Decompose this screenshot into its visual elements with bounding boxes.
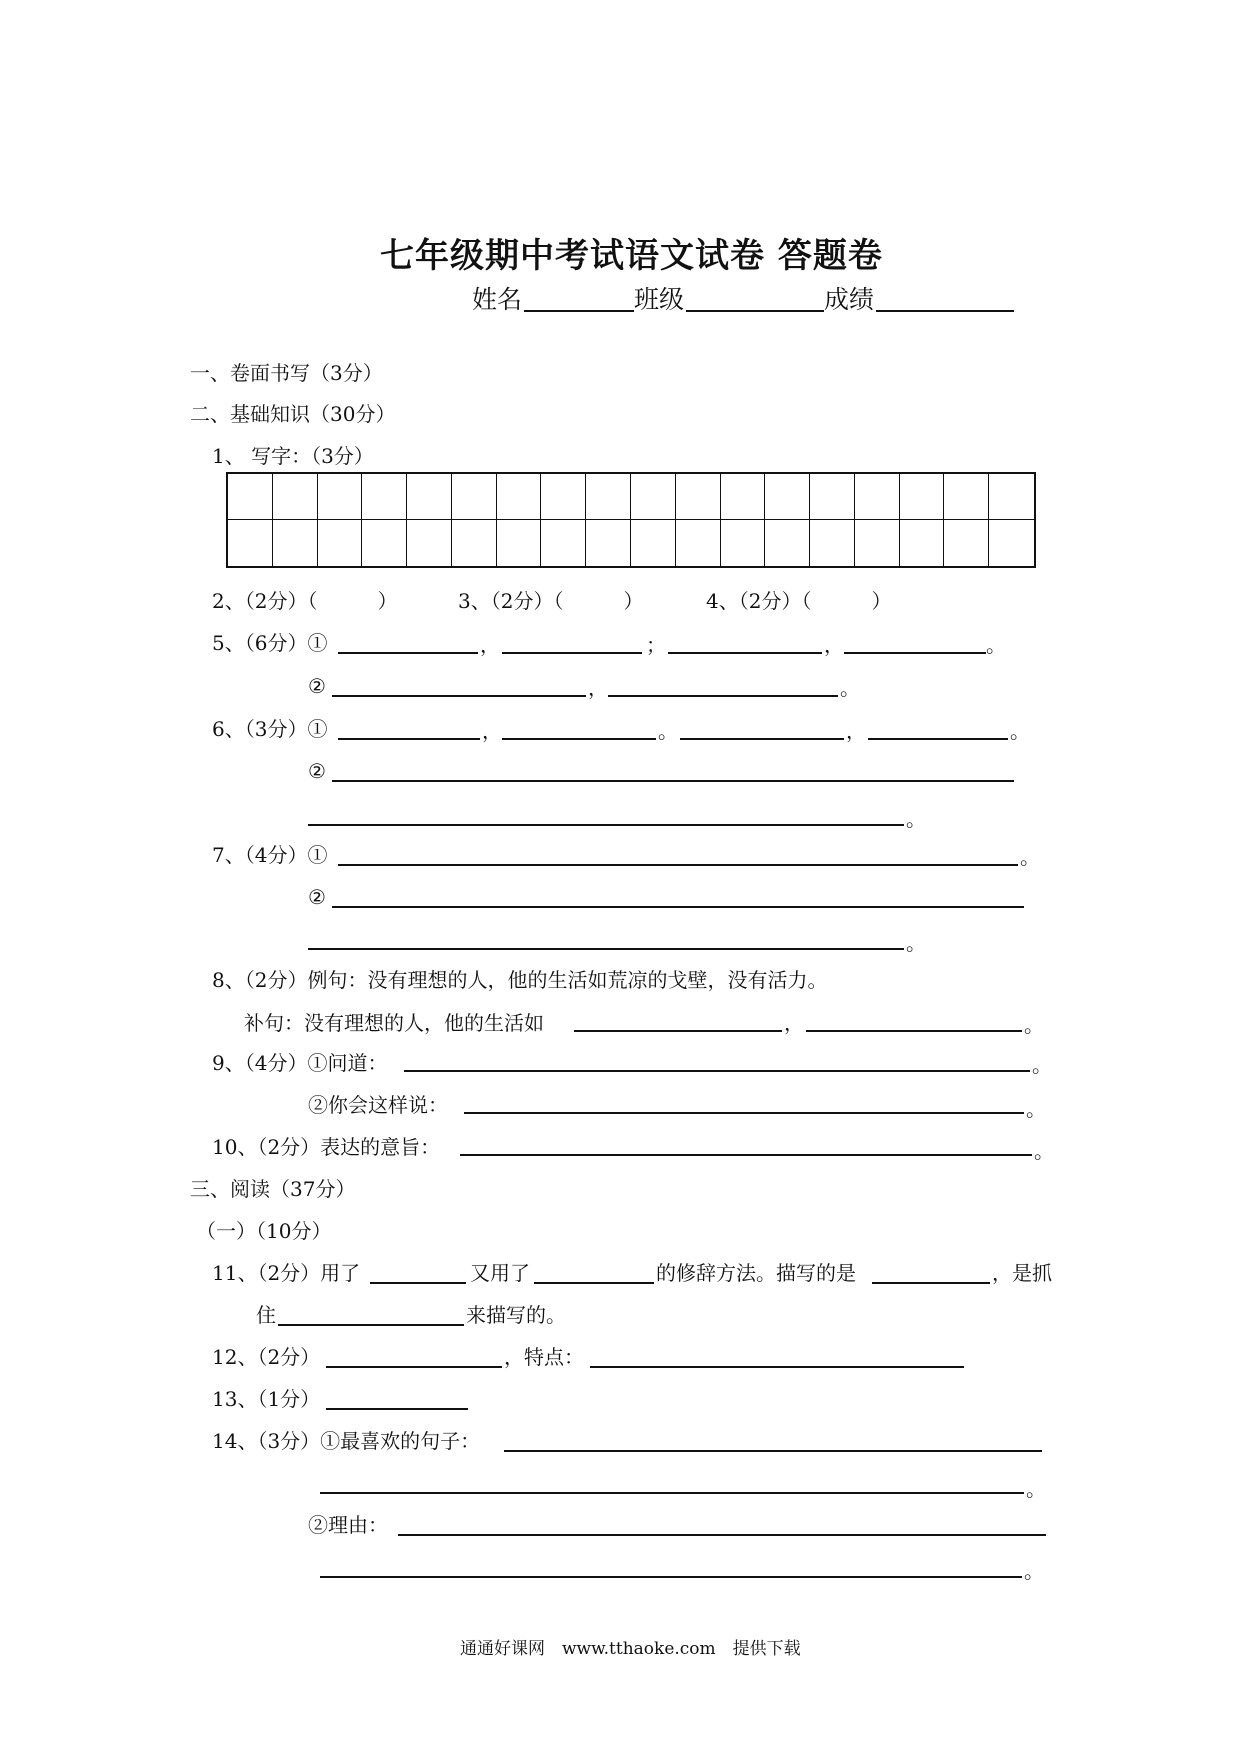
q2-label[interactable]: 2、（2分）（ ） (212, 589, 398, 613)
q11-text-2: 又用了 (470, 1261, 530, 1285)
q12-blank-2[interactable] (590, 1366, 964, 1368)
q5-blank-3[interactable] (668, 652, 822, 654)
punct: 。 (1032, 1053, 1052, 1077)
class-field[interactable] (686, 310, 824, 312)
punct: 。 (1024, 1013, 1044, 1037)
punct: ； (646, 633, 666, 657)
punct: 。 (658, 719, 678, 743)
punct: ， (784, 1011, 804, 1035)
q11-text-5: 住 (256, 1303, 276, 1327)
punct: ， (588, 676, 608, 700)
q6-blank-6[interactable] (308, 824, 904, 826)
q9-sub2-label: ②你会这样说： (308, 1093, 448, 1117)
q4-label[interactable]: 4、（2分）（ ） (706, 589, 892, 613)
q5-label: 5、（6分）① (212, 631, 328, 655)
q3-label[interactable]: 3、（2分）（ ） (458, 589, 644, 613)
name-label: 姓名 (472, 285, 523, 314)
punct: 。 (1034, 1139, 1054, 1163)
punct: 。 (1010, 719, 1030, 743)
q11-blank-4[interactable] (278, 1324, 464, 1326)
punct: 。 (1024, 1559, 1044, 1583)
q5-sub2: ② (308, 674, 326, 698)
q8-blank-2[interactable] (806, 1030, 1022, 1032)
q5-blank-4[interactable] (844, 652, 986, 654)
q6-blank-1[interactable] (338, 738, 480, 740)
q7-sub2: ② (308, 885, 326, 909)
q13-blank[interactable] (326, 1408, 468, 1410)
q11-blank-3[interactable] (872, 1282, 990, 1284)
q12-blank-1[interactable] (326, 1366, 502, 1368)
reading-part-1: （一）（10分） (196, 1219, 332, 1243)
q9-label: 9、（4分）①问道： (212, 1051, 388, 1075)
q8-blank-1[interactable] (574, 1030, 782, 1032)
q5-blank-2[interactable] (502, 652, 642, 654)
q11-blank-1[interactable] (370, 1282, 466, 1284)
punct: 。 (1020, 845, 1040, 869)
punct: 。 (986, 633, 1006, 657)
footer-credit: 通通好课网 www.tthaoke.com 提供下载 (460, 1639, 801, 1659)
punct: 。 (840, 676, 860, 700)
section-basics: 二、基础知识（30分） (190, 402, 396, 426)
punct: 。 (906, 807, 926, 831)
score-field[interactable] (876, 310, 1014, 312)
q7-label: 7、（4分）① (212, 843, 328, 867)
q10-blank[interactable] (460, 1154, 1032, 1156)
q11-blank-2[interactable] (534, 1282, 654, 1284)
punct: ， (482, 719, 502, 743)
score-label: 成绩 (824, 285, 875, 314)
q7-blank-2[interactable] (332, 906, 1024, 908)
q14-blank-2[interactable] (320, 1492, 1024, 1494)
punct: 。 (906, 931, 926, 955)
punct: 。 (1026, 1097, 1046, 1121)
section-reading: 三、阅读（37分） (190, 1177, 356, 1201)
q5-blank-6[interactable] (608, 695, 838, 697)
q13-label: 13、（1分） (212, 1387, 321, 1411)
q7-blank-1[interactable] (338, 864, 1018, 866)
q6-label: 6、（3分）① (212, 717, 328, 741)
punct: 。 (1026, 1477, 1046, 1501)
class-label: 班级 (634, 285, 685, 314)
q6-sub2: ② (308, 759, 326, 783)
q6-blank-2[interactable] (502, 738, 656, 740)
q11-text-4: ，是抓 (992, 1261, 1052, 1285)
q8-example: 8、（2分）例句：没有理想的人，他的生活如荒凉的戈壁，没有活力。 (212, 968, 828, 992)
page-title: 七年级期中考试语文试卷 答题卷 (380, 236, 883, 276)
q5-blank-5[interactable] (332, 695, 586, 697)
q11-label: 11、（2分）用了 (212, 1261, 361, 1285)
q6-blank-4[interactable] (868, 738, 1008, 740)
q14-blank-4[interactable] (320, 1576, 1022, 1578)
q14-blank-1[interactable] (504, 1450, 1042, 1452)
q6-blank-3[interactable] (680, 738, 844, 740)
q7-blank-3[interactable] (308, 948, 904, 950)
q11-text-6: 来描写的。 (466, 1303, 566, 1327)
q1-label: 1、 写字：（3分） (212, 444, 374, 468)
q14-blank-3[interactable] (398, 1534, 1046, 1536)
q8-fill-label: 补句：没有理想的人，他的生活如 (244, 1011, 544, 1035)
q10-label: 10、（2分）表达的意旨： (212, 1135, 441, 1159)
section-handwriting: 一、卷面书写（3分） (190, 361, 383, 385)
q11-text-3: 的修辞方法。描写的是 (656, 1261, 856, 1285)
q5-blank-1[interactable] (338, 652, 478, 654)
q9-blank-1[interactable] (404, 1070, 1030, 1072)
punct: ， (480, 633, 500, 657)
punct: ， (846, 719, 866, 743)
punct: ， (824, 633, 844, 657)
q9-blank-2[interactable] (464, 1112, 1024, 1114)
q14-sub2-label: ②理由： (308, 1513, 388, 1537)
name-field[interactable] (524, 310, 634, 312)
q6-blank-5[interactable] (332, 780, 1014, 782)
q12-text-2: ，特点： (504, 1345, 584, 1369)
q12-label: 12、（2分） (212, 1345, 321, 1369)
writing-grid[interactable] (226, 472, 1036, 568)
q14-label: 14、（3分）①最喜欢的句子： (212, 1429, 481, 1453)
